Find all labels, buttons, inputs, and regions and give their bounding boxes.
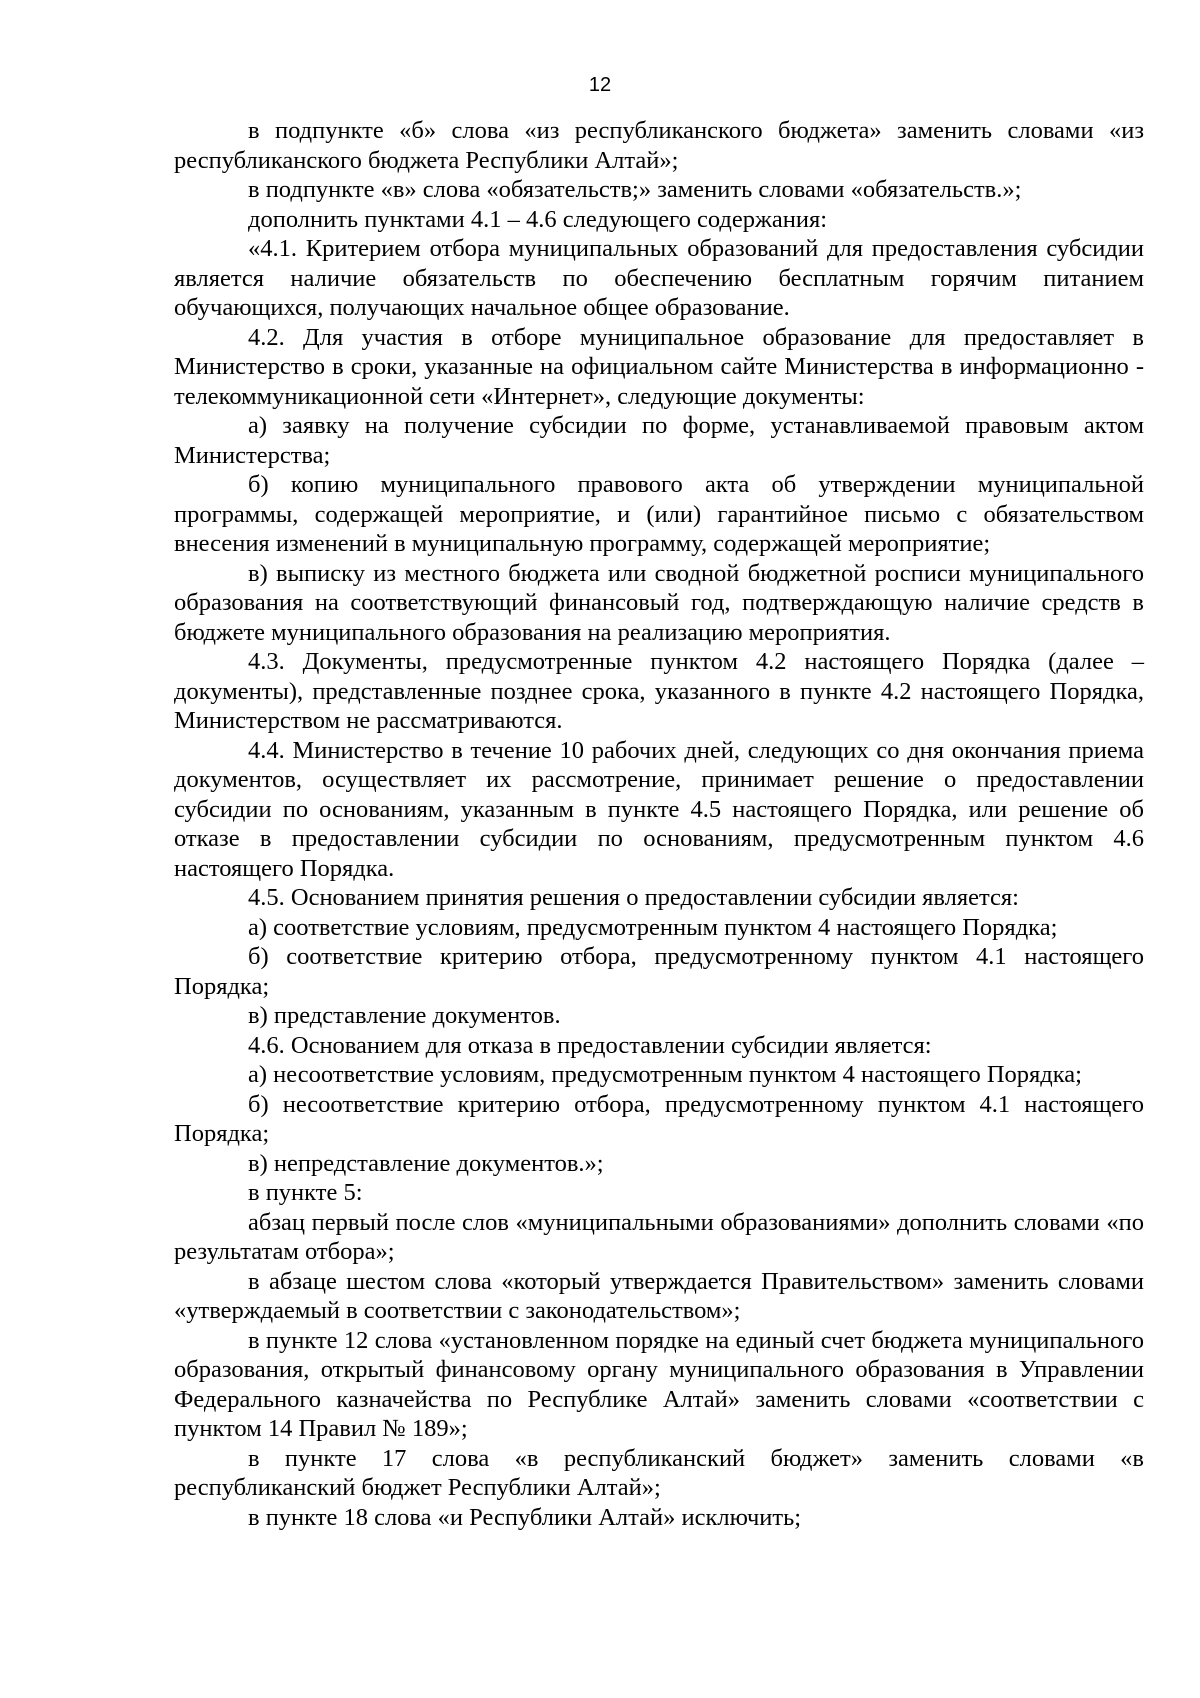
paragraph-18: в) непредставление документов.»; xyxy=(248,1149,604,1177)
paragraph-5: 4.2. Для участия в отборе муниципальное образование для предоставляет в Министерство в сроки, указанные на официальном сайте Министерства в информационно - телекоммуникационной сети «Интернет», следующие документы: xyxy=(174,323,1144,410)
paragraph-22: в пункте 12 слова «установленном порядке на единый счет бюджета муниципального образования, открытый финансовому органу муниципального образования в Управлении Федерального казначейства по Республике Алтай» заменить словами «соответствии с пунктом 14 Правил № 189»; xyxy=(174,1326,1144,1442)
paragraph-14: в) представление документов. xyxy=(248,1002,561,1029)
paragraph-6: а) заявку на получение субсидии по форме, устанавливаемой правовым актом Министерства; xyxy=(174,412,1144,469)
paragraph-20: абзац первый после слов «муниципальными образованиями» дополнить словами «по результатам отбора»; xyxy=(174,1208,1144,1265)
paragraph-16: а) несоответствие условиям, предусмотренным пунктом 4 настоящего Порядка; xyxy=(248,1061,1082,1088)
paragraph-24: в пункте 18 слова «и Республики Алтай» исключить; xyxy=(248,1503,802,1531)
paragraph-23: в пункте 17 слова «в республиканский бюджет» заменить словами «в республиканский бюджет Республики Алтай»; xyxy=(174,1444,1144,1501)
paragraph-9: 4.3. Документы, предусмотренные пунктом 4.2 настоящего Порядка (далее – документы), представленные позднее срока, указанного в пункте 4.2 настоящего Порядка, Министерством не рассматриваются. xyxy=(174,648,1144,734)
paragraph-12: а) соответствие условиям, предусмотренным пунктом 4 настоящего Порядка; xyxy=(248,913,1058,941)
paragraph-3: дополнить пунктами 4.1 – 4.6 следующего содержания: xyxy=(248,205,828,233)
paragraph-7: б) копию муниципального правового акта об утверждении муниципальной программы, содержащей мероприятие, и (или) гарантийное письмо с обязательством внесения изменений в муниципальную программу, содержащей мероприятие; xyxy=(174,471,1144,557)
paragraph-13: б) соответствие критерию отбора, предусмотренному пунктом 4.1 настоящего Порядка; xyxy=(174,943,1144,1000)
document-body xyxy=(174,116,1144,1532)
paragraph-1: в подпункте «б» слова «из республиканского бюджета» заменить словами «из республиканского бюджета Республики Алтай»; xyxy=(174,117,1144,174)
paragraph-11: 4.5. Основанием принятия решения о предоставлении субсидии является: xyxy=(248,884,1019,911)
page-number: 12 xyxy=(588,74,612,96)
paragraph-10: 4.4. Министерство в течение 10 рабочих дней, следующих со дня окончания приема документов, осуществляет их рассмотрение, принимает решение о предоставлении субсидии по основаниям, указанным в пункте 4.5 настоящего Порядка, или решение об отказе в предоставлении субсидии по основаниям, предусмотренным пунктом 4.6 настоящего Порядка. xyxy=(174,736,1144,882)
paragraph-2: в подпункте «в» слова «обязательств;» заменить словами «обязательств.»; xyxy=(248,176,1022,203)
paragraph-8: в) выписку из местного бюджета или сводной бюджетной росписи муниципального образования на соответствующий финансовый год, подтверждающую наличие средств в бюджете муниципального образования на реализацию мероприятия. xyxy=(174,559,1144,646)
paragraph-17: б) несоответствие критерию отбора, предусмотренному пунктом 4.1 настоящего Порядка; xyxy=(174,1090,1144,1147)
paragraph-21: в абзаце шестом слова «который утверждается Правительством» заменить словами «утверждаемый в соответствии с законодательством»; xyxy=(174,1267,1144,1324)
paragraph-4: «4.1. Критерием отбора муниципальных образований для предоставления субсидии является наличие обязательств по обеспечению бесплатным горячим питанием обучающихся, получающих начальное общее образование. xyxy=(174,235,1144,321)
paragraph-15: 4.6. Основанием для отказа в предоставлении субсидии является: xyxy=(248,1031,932,1059)
paragraph-19: в пункте 5: xyxy=(248,1179,363,1206)
